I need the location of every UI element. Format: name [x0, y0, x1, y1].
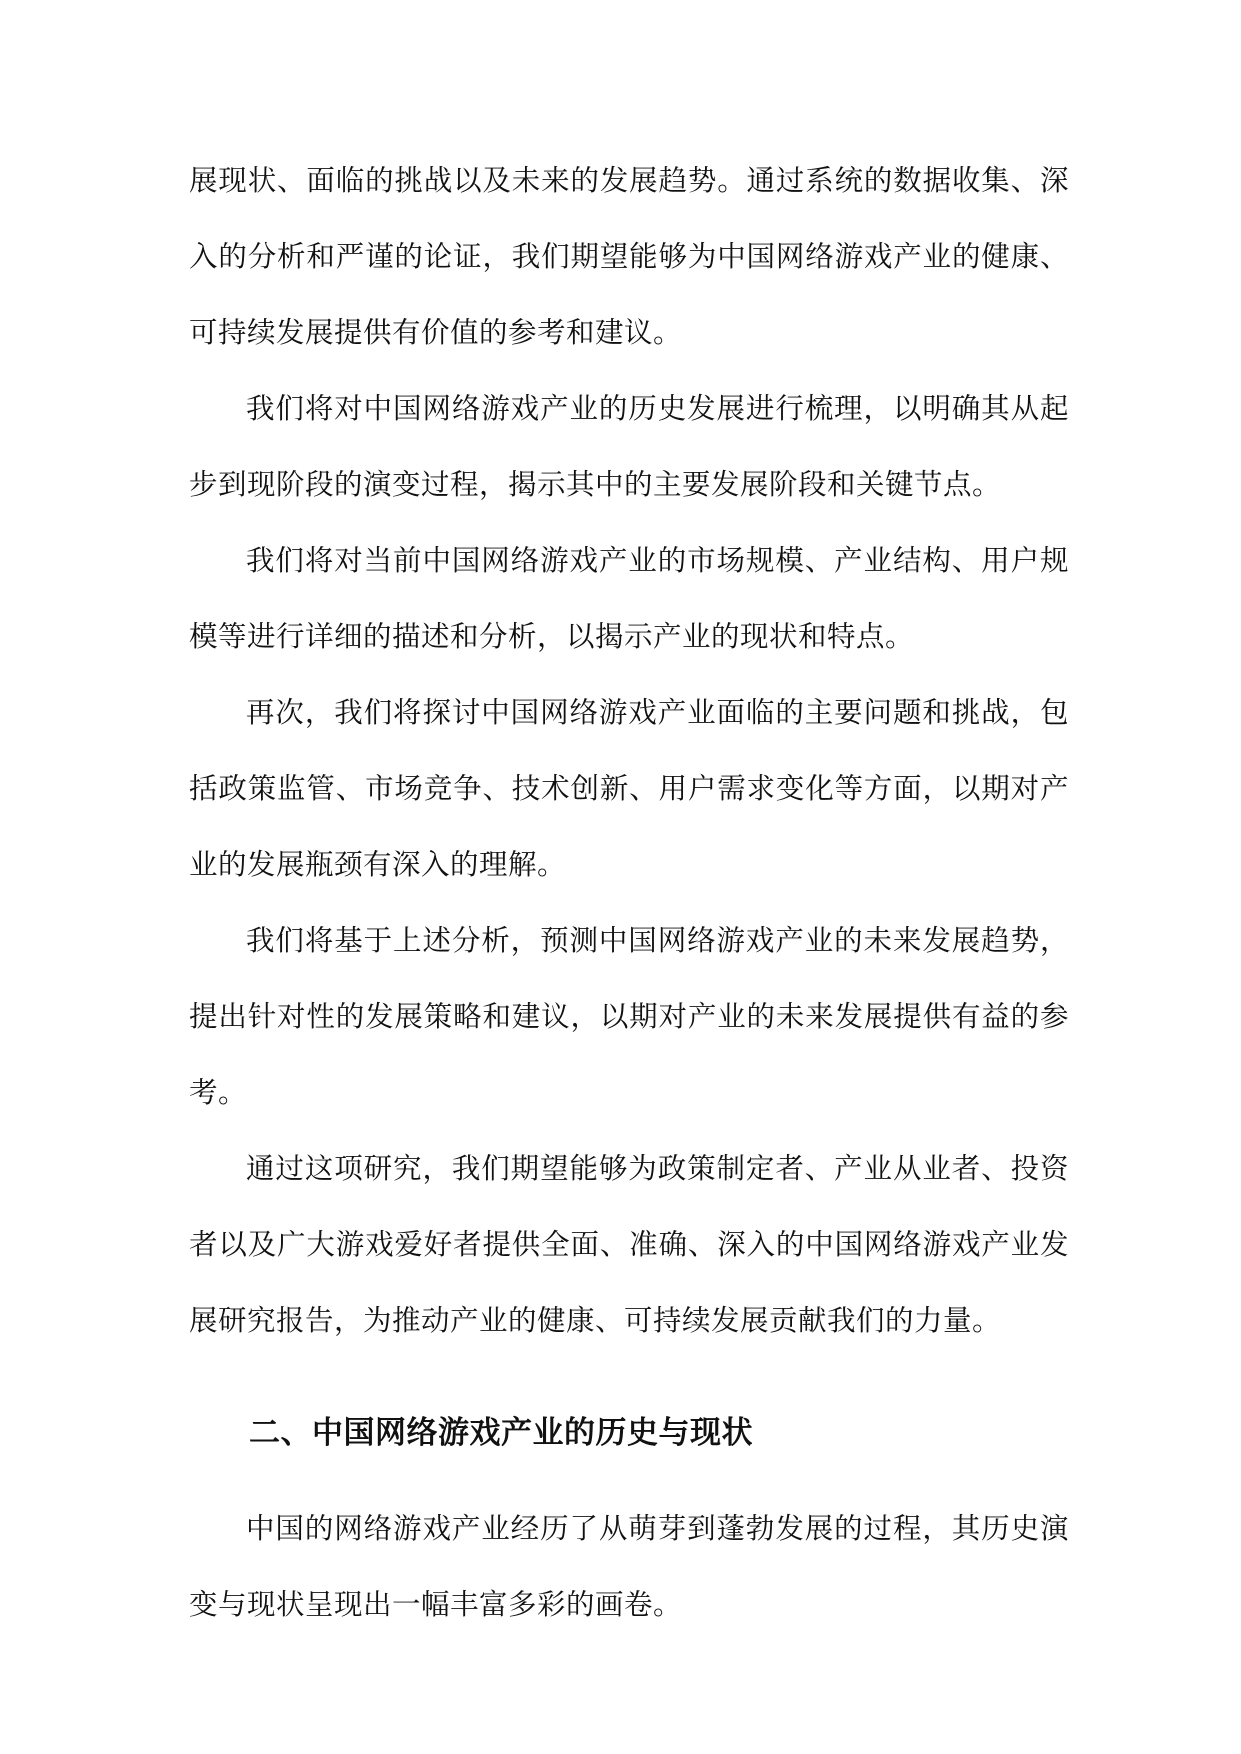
paragraph-current-status: 我们将对当前中国网络游戏产业的市场规模、产业结构、用户规模等进行详细的描述和分析，以揭示产业的现状和特点。 [189, 544, 1069, 653]
paragraph-history-review: 我们将对中国网络游戏产业的历史发展进行梳理，以明确其从起步到现阶段的演变过程，揭示其中的主要发展阶段和关键节点。 [189, 392, 1069, 501]
paragraph-research-goal: 通过这项研究，我们期望能够为政策制定者、产业从业者、投资者以及广大游戏爱好者提供全面、准确、深入的中国网络游戏产业发展研究报告，为推动产业的健康、可持续发展贡献我们的力量。 [189, 1152, 1069, 1337]
paragraph-future-trends: 我们将基于上述分析，预测中国网络游戏产业的未来发展趋势，提出针对性的发展策略和建议，以期对产业的未来发展提供有益的参考。 [189, 924, 1069, 1109]
section-heading: 二、中国网络游戏产业的历史与现状 [249, 1415, 753, 1451]
paragraph-challenges: 再次，我们将探讨中国网络游戏产业面临的主要问题和挑战，包括政策监管、市场竞争、技术创新、用户需求变化等方面，以期对产业的发展瓶颈有深入的理解。 [189, 696, 1069, 881]
paragraph-section-intro: 中国的网络游戏产业经历了从萌芽到蓬勃发展的过程，其历史演变与现状呈现出一幅丰富多彩的画卷。 [189, 1512, 1069, 1621]
paragraph-continued: 展现状、面临的挑战以及未来的发展趋势。通过系统的数据收集、深入的分析和严谨的论证，我们期望能够为中国网络游戏产业的健康、可持续发展提供有价值的参考和建议。 [189, 164, 1069, 349]
document-body [189, 143, 1069, 1643]
